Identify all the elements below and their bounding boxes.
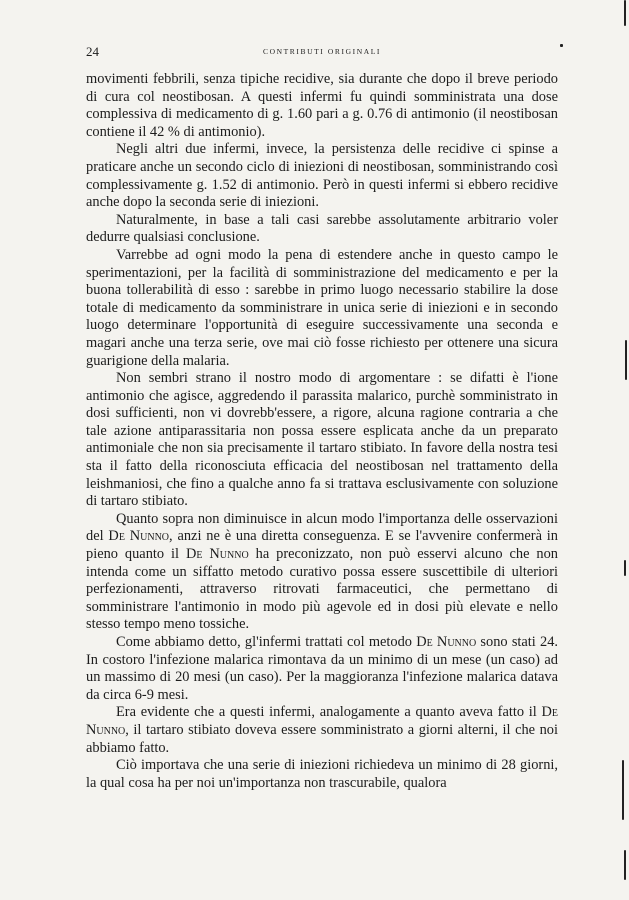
author-name: De Nunno — [416, 634, 477, 650]
running-title: CONTRIBUTI ORIGINALI — [262, 47, 382, 56]
paragraph-text: movimenti febbrili, senza tipiche recidive, sia durante che dopo il breve periodo di cura col neostibosan. A questi infermi fu quindi somministrata una dose complessiva di medicamento di g. 1.60 pari a g. 0.76 di antimonio (il neostibosan contiene il 42 % di antimonio). — [86, 71, 558, 140]
paragraph-text: Quanto sopra non diminuisce in alcun modo l'importanza delle osservazioni del — [86, 510, 558, 545]
scan-edge-mark — [625, 340, 627, 380]
author-name: De Nunno — [108, 528, 170, 545]
scan-edge-mark — [622, 760, 624, 820]
paragraph-text: Ciò importava che una serie di iniezioni richiedeva un minimo di 28 giorni, la qual cosa ha per noi un'importanza non trascurabile, qualora — [86, 757, 558, 791]
scan-edge-mark — [624, 0, 626, 26]
paragraph — [86, 247, 558, 370]
paragraph — [86, 511, 558, 634]
paragraph — [86, 71, 558, 141]
scan-edge-mark — [624, 560, 626, 576]
page-number: 24 — [86, 44, 99, 59]
body-text — [86, 71, 558, 792]
paragraph — [86, 212, 558, 247]
paragraph — [86, 704, 558, 757]
author-name: De Nunno — [86, 704, 558, 738]
paragraph-text: Varrebbe ad ogni modo la pena di estendere anche in questo campo le sperimentazioni, per la facilità di somministrazione del medicamento e per la buona tollerabilità di esso : sarebbe in primo luogo necessario stabilire la dose totale di medicamento da somministrare in unica serie di iniezioni e in secondo luogo determinare l'opportunità di eseguire successivamente una seconda e magari anche una terza serie, ove mai ciò fosse richiesto per ottenere una sicura guarigione della malaria. — [86, 246, 558, 369]
scan-edge-mark — [624, 850, 626, 880]
paragraph — [86, 757, 558, 792]
paragraph-text: Era evidente che a questi infermi, analogamente a quanto aveva fatto il — [116, 704, 542, 721]
page-header — [86, 44, 558, 60]
paragraph-text: Non sembri strano il nostro modo di argomentare : se difatti è l'ione antimonio che agisce, aggredendo il parassita malarico, purchè somministrato in dosi sufficienti, non vi dovrebb'essere, a rigore, alcuna ragione contraria a che tale azione antiparassitaria non possa essere esplicata anche da un preparato antimoniale che non sia precisamente il tartaro stibiato. In favore della nostra tesi sta il fatto della riconosciuta efficacia del neostibosan nel trattamento della leishmaniosi, che fino a qualche anno fa si trattava esclusivamente con soluzione di tartaro stibiato. — [86, 370, 558, 510]
paragraph-text: , il tartaro stibiato doveva essere somministrato a giorni alterni, il che noi abbiamo fatto. — [86, 721, 558, 756]
paragraph-text: ha preconizzato, non può esservi alcuno che non intenda come un siffatto metodo curativo possa essere suscettibile di ulteriori perfezionamenti, attraverso ritrovati farmaceutici, che permettano di somministrare l'antimonio in modo più agevole ed in dosi più elevate e nello stesso tempo meno tossiche. — [86, 546, 558, 633]
paragraph-text: sono stati 24. In costoro l'infezione malarica rimontava da un minimo di un mese (un caso) ad un massimo di 20 mesi (un caso). Per la maggioranza l'infezione malarica datava da circa 6-9 mesi. — [86, 634, 559, 703]
paragraph-text: Naturalmente, in base a tali casi sarebbe assolutamente arbitrario voler dedurre qualsiasi conclusione. — [86, 211, 558, 246]
paragraph-text: , anzi ne è una diretta conseguenza. E se l'avvenire confermerà in pieno quanto il — [86, 528, 558, 563]
paragraph — [86, 141, 558, 211]
paragraph-text: Come abbiamo detto, gl'infermi trattati col metodo — [116, 634, 417, 650]
paragraph — [86, 370, 558, 511]
paragraph — [86, 634, 558, 704]
paragraph-text: Negli altri due infermi, invece, la persistenza delle recidive ci spinse a praticare anche un secondo ciclo di iniezioni di neostibosan, somministrando così complessivamente g. 1.52 di antimonio. Però in questi infermi si ebbero recidive anche dopo la seconda serie di iniezioni. — [86, 141, 558, 211]
author-name: De Nunno — [185, 546, 249, 563]
scan-edge-mark — [560, 44, 563, 47]
